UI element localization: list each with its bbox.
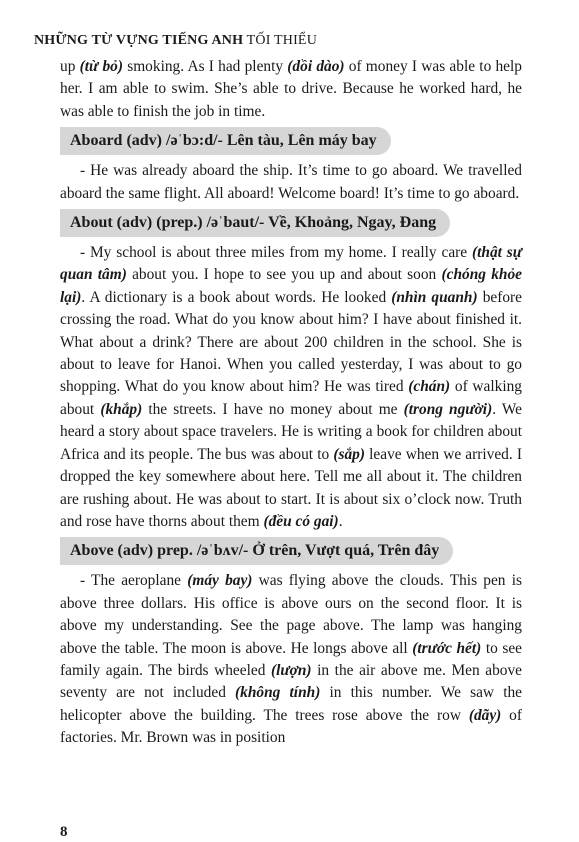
running-header-subtitle: TỐI THIỂU (246, 33, 317, 48)
page-number: 8 (60, 824, 68, 840)
intro-paragraph (60, 56, 522, 123)
vietnamese-gloss: (đều có gai) (263, 512, 339, 530)
vietnamese-gloss: (dồi dào) (287, 58, 345, 75)
page-content (60, 56, 522, 750)
body-text: of walking about (60, 378, 522, 418)
vietnamese-gloss: (lượn) (270, 661, 312, 679)
vietnamese-gloss: (dãy) (468, 706, 502, 724)
vietnamese-gloss: (từ bỏ) (79, 58, 123, 75)
body-text: - My school is about three miles from my home. I really care (80, 244, 472, 262)
entry-heading: Above (adv) prep. /əˈbʌv/- Ở trên, Vượt quá, Trên đây (60, 537, 453, 565)
body-text: . A dictionary is a book about words. He looked (81, 288, 392, 306)
running-header-title: NHỮNG TỪ VỰNG TIẾNG ANH (34, 33, 244, 48)
vietnamese-gloss: (máy bay) (187, 572, 253, 590)
body-text: smoking. As I had plenty (123, 58, 288, 75)
body-text: about you. I hope to see you up and about soon (126, 266, 442, 284)
body-text: in this number. We saw the helicopter above the building. The trees rose above the row (60, 684, 522, 724)
dictionary-entry (60, 533, 522, 749)
body-text: of factories. Mr. Brown was in position (60, 706, 522, 747)
vietnamese-gloss: (trong người) (403, 400, 493, 418)
vietnamese-gloss: (chóng khỏe lại) (60, 266, 522, 306)
vietnamese-gloss: (khắp) (100, 400, 143, 418)
body-text: in the air above me. Men above seventy are not included (60, 661, 522, 702)
vietnamese-gloss: (nhìn quanh) (391, 288, 478, 306)
body-text: . We heard a story about space travelers. He is writing a book for children about Africa and its people. The bus was about to (60, 400, 523, 463)
body-text: was flying above the clouds. This pen is above three dollars. His office is above ours on the second floor. It is above my understanding. See the page above. The lamp was hanging above the table. The moon is above. He longs above all (60, 572, 522, 657)
body-text: to see family again. The birds wheeled (60, 639, 522, 679)
vietnamese-gloss: (sắp) (333, 445, 365, 463)
body-text: the streets. I have no money about me (142, 400, 404, 418)
entry-body (60, 160, 522, 205)
body-text: - He was already aboard the ship. It’s time to go aboard. We travelled aboard the same flight. All aboard! Welcome board! It’s time to go aboard. (60, 162, 522, 202)
body-text: before crossing the road. What do you know about him? I have about finished it. What about a drink? There are about 200 children in the school. She is about to leave for Hanoi. When you called yesterday, I was about to go shopping. What do you know about him? He was tired (60, 288, 522, 396)
vietnamese-gloss: (không tính) (235, 684, 321, 702)
body-text: . (338, 512, 343, 530)
body-text: leave when we arrived. I dropped the key somewhere about here. Tell me all about it. The children are rushing about. He was about to start. It is about six o’clock now. Truth and rose have thorns about them (60, 445, 522, 530)
entry-heading: Aboard (adv) /əˈbɔ:d/- Lên tàu, Lên máy bay (60, 127, 391, 155)
entry-heading: About (adv) (prep.) /əˈbaut/- Về, Khoảng, Ngay, Đang (60, 209, 450, 237)
entry-list (60, 123, 522, 749)
body-text: - The aeroplane (80, 572, 188, 590)
dictionary-entry (60, 123, 522, 205)
vietnamese-gloss: (chán) (408, 378, 451, 396)
body-text: up (60, 58, 80, 75)
vietnamese-gloss: (trước hết) (412, 639, 482, 657)
body-text: of money I was able to help her. I am able to swim. She’s able to drive. Because he worked hard, he was able to finish the job in time. (60, 58, 522, 120)
running-header (34, 33, 317, 49)
entry-body (60, 570, 522, 749)
dictionary-entry (60, 205, 522, 533)
vietnamese-gloss: (thật sự quan tâm) (60, 244, 522, 284)
entry-body (60, 242, 522, 533)
